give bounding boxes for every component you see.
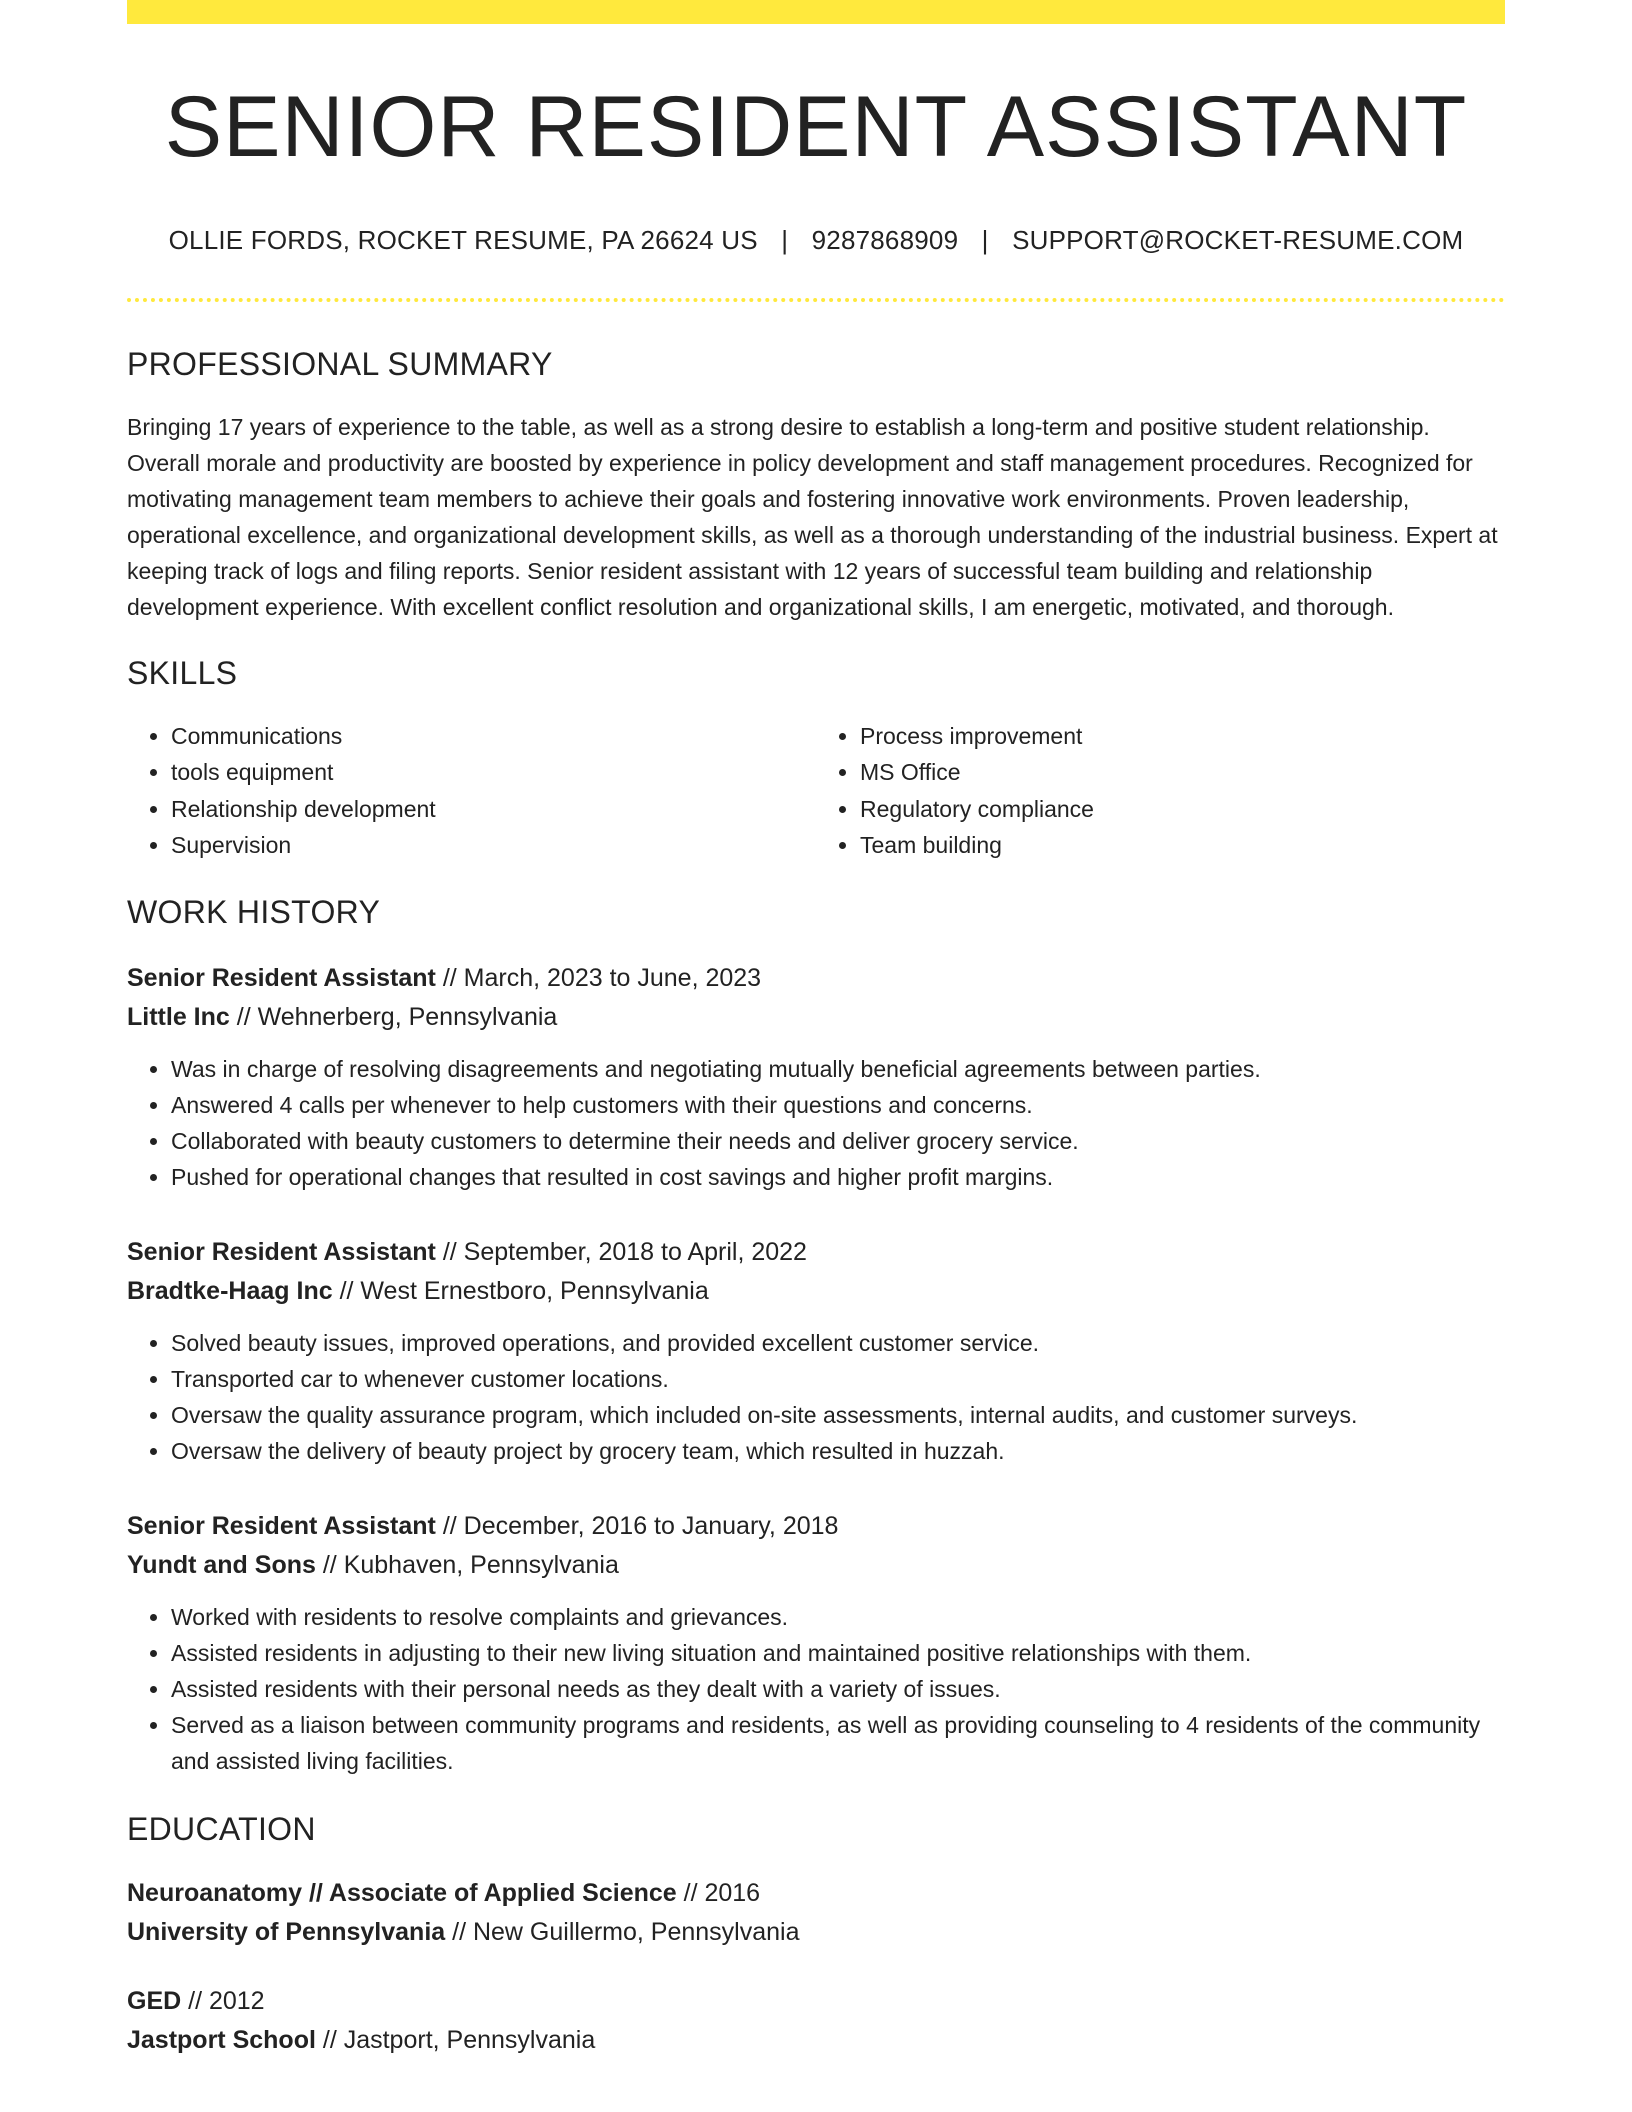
job-entry <box>127 959 1505 1195</box>
job-bullet: • Was in charge of resolving disagreements and negotiating mutually beneficial agreements between parties. <box>171 1051 1505 1087</box>
education-location: // New Guillermo, Pennsylvania <box>445 1917 800 1946</box>
job-bullet: • Collaborated with beauty customers to determine their needs and deliver grocery service. <box>171 1123 1505 1159</box>
job-bullets <box>127 1325 1505 1469</box>
job-bullet: • Oversaw the quality assurance program, which included on-site assessments, internal audits, and customer surveys. <box>171 1397 1505 1433</box>
job-company-line <box>127 1272 1505 1311</box>
education-entry <box>127 1874 1505 1952</box>
skill-item: • MS Office <box>860 754 1505 791</box>
job-bullet: • Served as a liaison between community programs and residents, as well as providing counseling to 4 residents of the community and assisted living facilities. <box>171 1707 1505 1779</box>
page-title: SENIOR RESIDENT ASSISTANT <box>164 79 1468 175</box>
contact-phone: 9287868909 <box>811 224 959 255</box>
job-bullet: • Worked with residents to resolve complaints and grievances. <box>171 1599 1505 1635</box>
skill-item: • Process improvement <box>860 718 1505 755</box>
skills-column-right <box>816 718 1505 864</box>
job-location: // Kubhaven, Pennsylvania <box>315 1550 619 1579</box>
education-degree-line <box>127 1982 1505 2021</box>
job-bullet: • Pushed for operational changes that resulted in cost savings and higher profit margins. <box>171 1159 1505 1195</box>
summary-text: Bringing 17 years of experience to the table, as well as a strong desire to establish a long-term and positive student relationship. Overall morale and productivity are boosted by experience in policy development and staff management procedures. Recognized for motivating management team members to achieve their goals and fostering innovative work environments. Proven leadership, operational excellence, and organizational development skills, as well as a thorough understanding of the industrial business. Expert at keeping track of logs and filing reports. Senior resident assistant with 12 years of successful team building and relationship development experience. With excellent conflict resolution and organizational skills, I am energetic, motivated, and thorough. <box>127 413 1498 620</box>
job-bullet: • Assisted residents in adjusting to their new living situation and maintained positive relationships with them. <box>171 1635 1505 1671</box>
job-location: // West Ernestboro, Pennsylvania <box>332 1276 709 1305</box>
skill-item: • Team building <box>860 827 1505 864</box>
education-year: // 2012 <box>181 1986 265 2015</box>
job-dates: // December, 2016 to January, 2018 <box>435 1511 839 1540</box>
job-company-line <box>127 1546 1505 1585</box>
job-entry <box>127 1233 1505 1469</box>
contact-email: SUPPORT@ROCKET-RESUME.COM <box>1012 224 1464 255</box>
job-company: Little Inc <box>127 1002 230 1031</box>
job-bullet: • Oversaw the delivery of beauty project by grocery team, which resulted in huzzah. <box>171 1433 1505 1469</box>
contact-separator: | <box>781 224 789 255</box>
education-school-line <box>127 1913 1505 1952</box>
skill-item: • Relationship development <box>171 791 816 828</box>
education-school: Jastport School <box>127 2025 316 2054</box>
summary-heading: PROFESSIONAL SUMMARY <box>127 345 553 382</box>
job-bullets <box>127 1051 1505 1195</box>
education-location: // Jastport, Pennsylvania <box>315 2025 596 2054</box>
skill-item: • Communications <box>171 718 816 755</box>
education-school-line <box>127 2021 1505 2060</box>
job-title: Senior Resident Assistant <box>127 1511 436 1540</box>
skill-item: • Supervision <box>171 827 816 864</box>
education-degree: GED <box>127 1986 182 2015</box>
accent-bar <box>127 0 1505 24</box>
job-bullets <box>127 1599 1505 1779</box>
skills-list <box>127 718 1505 864</box>
contact-line <box>127 225 1505 256</box>
job-dates: // March, 2023 to June, 2023 <box>435 963 762 992</box>
education-entry <box>127 1982 1505 2060</box>
job-company: Yundt and Sons <box>127 1550 316 1579</box>
contact-separator: | <box>981 224 989 255</box>
job-location: // Wehnerberg, Pennsylvania <box>229 1002 558 1031</box>
job-entry <box>127 1507 1505 1779</box>
job-bullet: • Transported car to whenever customer locations. <box>171 1361 1505 1397</box>
education-school: University of Pennsylvania <box>127 1917 446 1946</box>
job-bullet: • Answered 4 calls per whenever to help customers with their questions and concerns. <box>171 1087 1505 1123</box>
education-heading: EDUCATION <box>127 1810 316 1847</box>
skills-column-left <box>127 718 816 864</box>
job-dates: // September, 2018 to April, 2022 <box>435 1237 807 1266</box>
job-title-line <box>127 1233 1505 1272</box>
job-title-line <box>127 1507 1505 1546</box>
skills-heading: SKILLS <box>127 654 238 691</box>
job-title-line <box>127 959 1505 998</box>
job-bullet: • Solved beauty issues, improved operations, and provided excellent customer service. <box>171 1325 1505 1361</box>
job-title: Senior Resident Assistant <box>127 963 436 992</box>
job-title: Senior Resident Assistant <box>127 1237 436 1266</box>
job-company: Bradtke-Haag Inc <box>127 1276 333 1305</box>
education-degree: Neuroanatomy // Associate of Applied Science <box>127 1878 677 1907</box>
job-bullet: • Assisted residents with their personal needs as they dealt with a variety of issues. <box>171 1671 1505 1707</box>
education-year: // 2016 <box>676 1878 761 1907</box>
job-company-line <box>127 998 1505 1037</box>
education-degree-line <box>127 1874 1505 1913</box>
contact-address: OLLIE FORDS, ROCKET RESUME, PA 26624 US <box>168 224 758 255</box>
dotted-divider <box>127 298 1505 302</box>
skill-item: • tools equipment <box>171 754 816 791</box>
work-history-heading: WORK HISTORY <box>127 893 381 930</box>
skill-item: • Regulatory compliance <box>860 791 1505 828</box>
